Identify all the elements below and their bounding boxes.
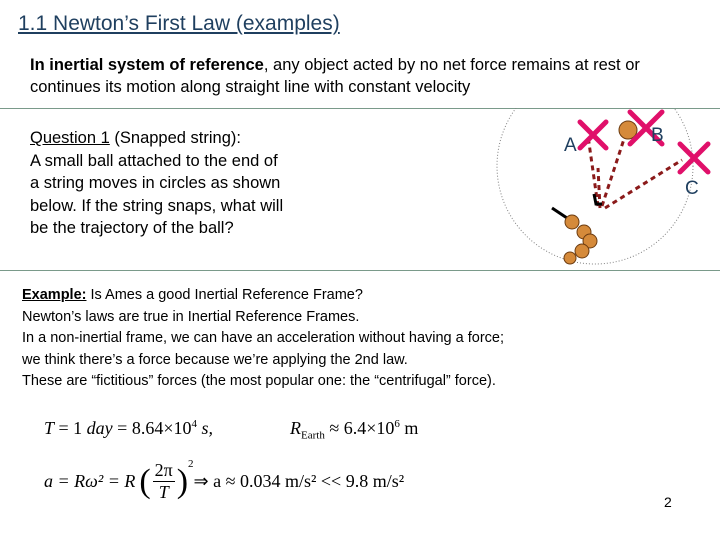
example-block (22, 285, 702, 393)
ball-trail-5 (564, 252, 576, 264)
example-line: These are “fictitious” forces (the most popular one: the “centrifugal” force). (22, 373, 496, 389)
intro-rest: , any object acted by no net force remains at rest or continues its motion along straight line with constant velocity (30, 56, 640, 96)
example-heading: Example: (22, 287, 87, 303)
ball-trail-4 (575, 244, 589, 258)
question-line: a string moves in circles as shown (30, 174, 281, 192)
example-line: Newton’s laws are true in Inertial Reference Frames. (22, 308, 360, 325)
fraction: 2π T (154, 460, 173, 502)
question-line: be the trajectory of the ball? (30, 219, 234, 237)
cross-c-icon (680, 144, 708, 172)
page-number: 2 (664, 494, 672, 510)
question-heading: Question 1 (30, 129, 110, 147)
example-heading-line (22, 285, 702, 307)
question-heading-line (30, 127, 350, 150)
intro-bold-lead: In inertial system of reference (30, 56, 264, 74)
equations (40, 408, 500, 508)
question-heading-suffix: (Snapped string): (109, 129, 241, 147)
cross-a-icon (580, 122, 606, 148)
question-block (30, 127, 350, 240)
question-line: below. If the string snaps, what will (30, 196, 284, 215)
label-a: A (564, 135, 577, 156)
snapped-string-diagram (470, 108, 720, 273)
example-line: we think there’s a force because we’re applying the 2nd law. (22, 351, 408, 368)
slide-title: 1.1 Newton’s First Law (examples) (18, 12, 340, 35)
equation-period: T = 1 day = $8.64\times 10^4$ s, (44, 418, 213, 438)
example-question: Is Ames a good Inertial Reference Frame? (86, 287, 363, 303)
question-line: A small ball attached to the end of (30, 151, 278, 170)
intro-paragraph (30, 54, 690, 98)
equation-radius: $R_{Earth} \approx 6.4\times 10^6$ m (290, 418, 419, 442)
example-line: In a non-inertial frame, we can have an acceleration without having a force; (22, 330, 504, 346)
label-c: C (685, 178, 699, 199)
equation-acceleration: a = Rω² = R ( 2π T ) $^2$ ⇒ a ≈ 0.034 m/s² << 9.8 m/s² (44, 458, 405, 502)
label-b: B (651, 125, 664, 146)
ball-trail-1 (565, 215, 579, 229)
